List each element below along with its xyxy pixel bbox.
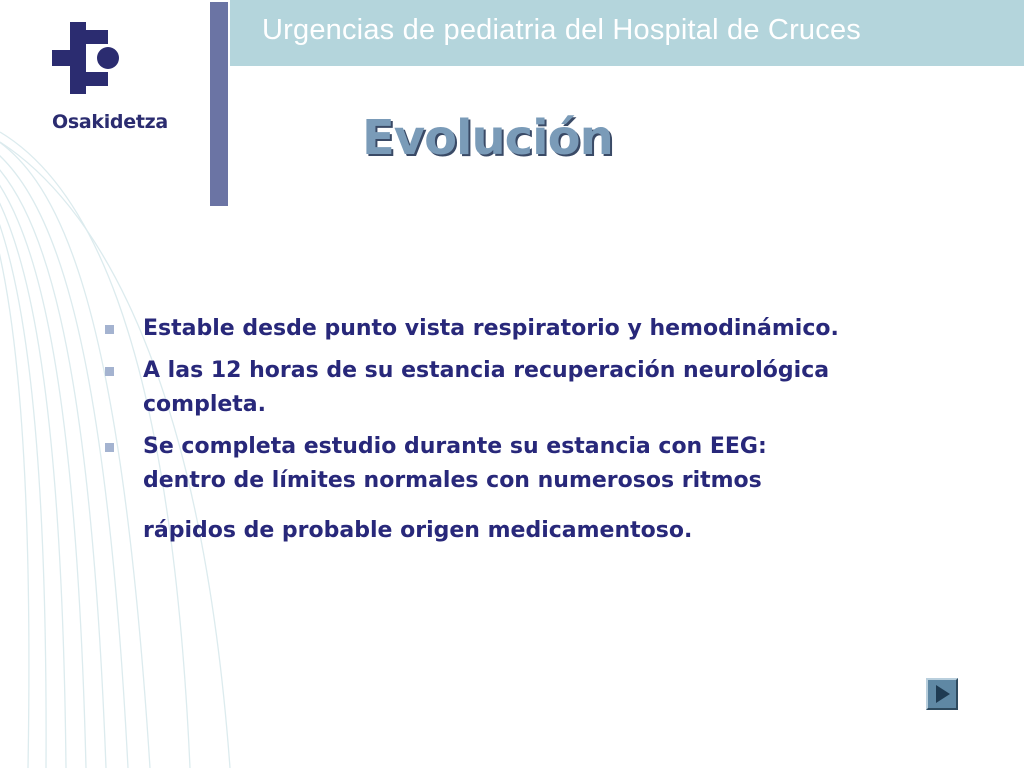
bullet-square-icon — [105, 367, 114, 376]
bullet-text-line: Estable desde punto vista respiratorio y hemodinámico. — [143, 316, 839, 341]
accent-bar — [210, 2, 228, 206]
bullet-list — [102, 312, 962, 556]
list-item — [102, 312, 962, 346]
list-item — [102, 430, 962, 548]
bullet-text-line: A las 12 horas de su estancia recuperación neurológica — [143, 358, 830, 383]
bullet-text-line: Se completa estudio durante su estancia con EEG: — [143, 434, 767, 459]
list-item — [102, 354, 962, 422]
page-title: Evolución — [362, 110, 613, 166]
bullet-text-line: completa. — [143, 392, 267, 417]
logo-name: Osakidetza — [52, 111, 168, 133]
bullet-square-icon — [105, 443, 114, 452]
bullet-text-line: rápidos de probable origen medicamentoso. — [143, 518, 693, 543]
next-slide-button[interactable] — [926, 678, 958, 710]
play-triangle-icon — [928, 680, 956, 708]
bullet-square-icon — [105, 325, 114, 334]
osakidetza-logo-icon — [52, 22, 122, 94]
header-title: Urgencias de pediatria del Hospital de Cruces — [262, 14, 861, 46]
bullet-text-line: dentro de límites normales con numerosos ritmos — [143, 468, 762, 493]
